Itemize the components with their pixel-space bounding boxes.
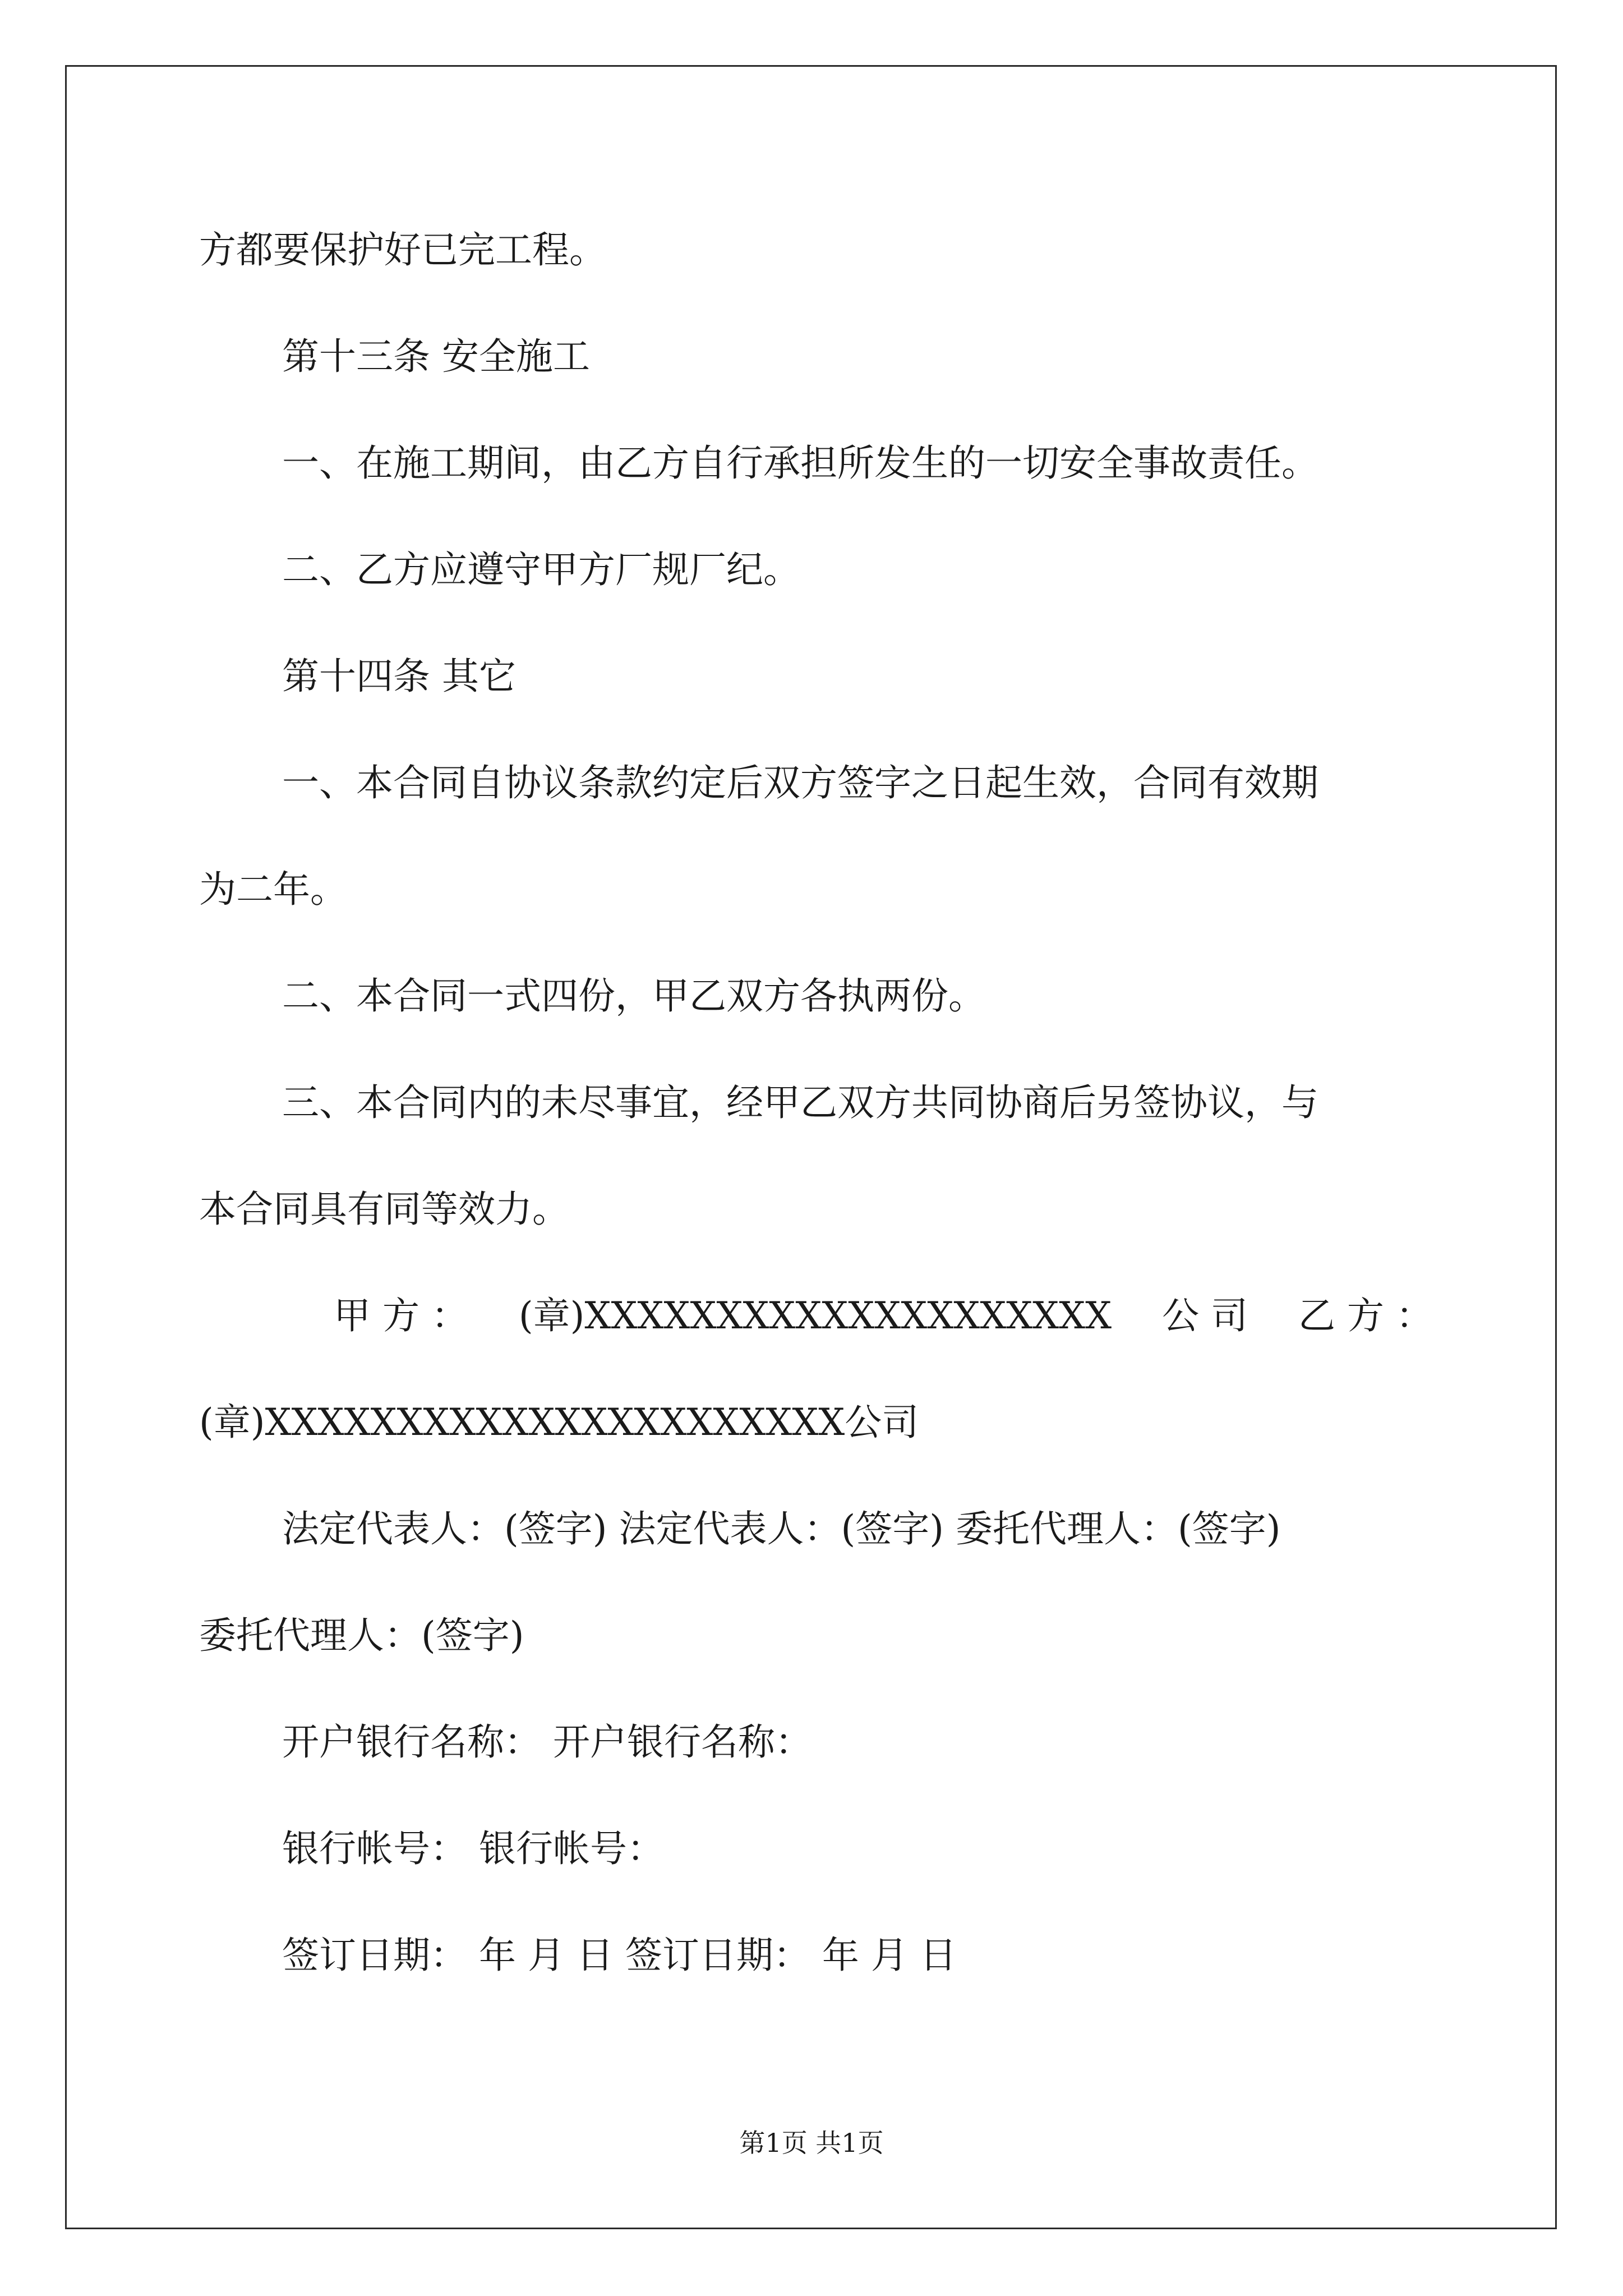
paragraph-line: 二、乙方应遵守甲方厂规厂纪。 [282, 548, 800, 591]
agent-line: 委托代理人：(签字) [199, 1614, 524, 1657]
paragraph-line: 二、本合同一式四份，甲乙双方各执两份。 [282, 974, 985, 1018]
bank-name-line: 开户银行名称： 开户银行名称： [282, 1720, 812, 1764]
party-a-company: 公 司 [1162, 1294, 1248, 1337]
paragraph-line: 一、在施工期间，由乙方自行承担所发生的一切安全事故责任。 [282, 441, 1318, 485]
section-heading: 第十四条 其它 [282, 655, 516, 698]
page-frame [65, 65, 1557, 2229]
party-b-label: 乙 方 ： [1298, 1294, 1433, 1337]
representative-line: 法定代表人：(签字) 法定代表人：(签字) 委托代理人：(签字) [282, 1507, 1281, 1550]
bank-account-line: 银行帐号： 银行帐号： [282, 1827, 664, 1870]
section-heading: 第十三条 安全施工 [282, 335, 590, 378]
paragraph-line: 为二年。 [199, 868, 347, 911]
page-footer: 第1页 共1页 [739, 2128, 884, 2158]
signature-party-line [199, 1294, 1433, 1338]
party-a-seal: (章)XXXXXXXXXXXXXXXXXXXX [518, 1294, 1112, 1337]
paragraph-line: 一、本合同自协议条款约定后双方签字之日起生效，合同有效期 [282, 761, 1318, 804]
party-a-label: 甲 方 ： [334, 1294, 468, 1337]
signing-date-line: 签订日期： 年 月 日 签订日期： 年 月 日 [282, 1934, 957, 1977]
party-b-line: (章)XXXXXXXXXXXXXXXXXXXXXX公司 [199, 1401, 919, 1444]
paragraph-line: 本合同具有同等效力。 [199, 1188, 569, 1231]
paragraph-line: 方都要保护好已完工程。 [199, 228, 606, 272]
paragraph-line: 三、本合同内的未尽事宜，经甲乙双方共同协商后另签协议，与 [282, 1081, 1318, 1124]
